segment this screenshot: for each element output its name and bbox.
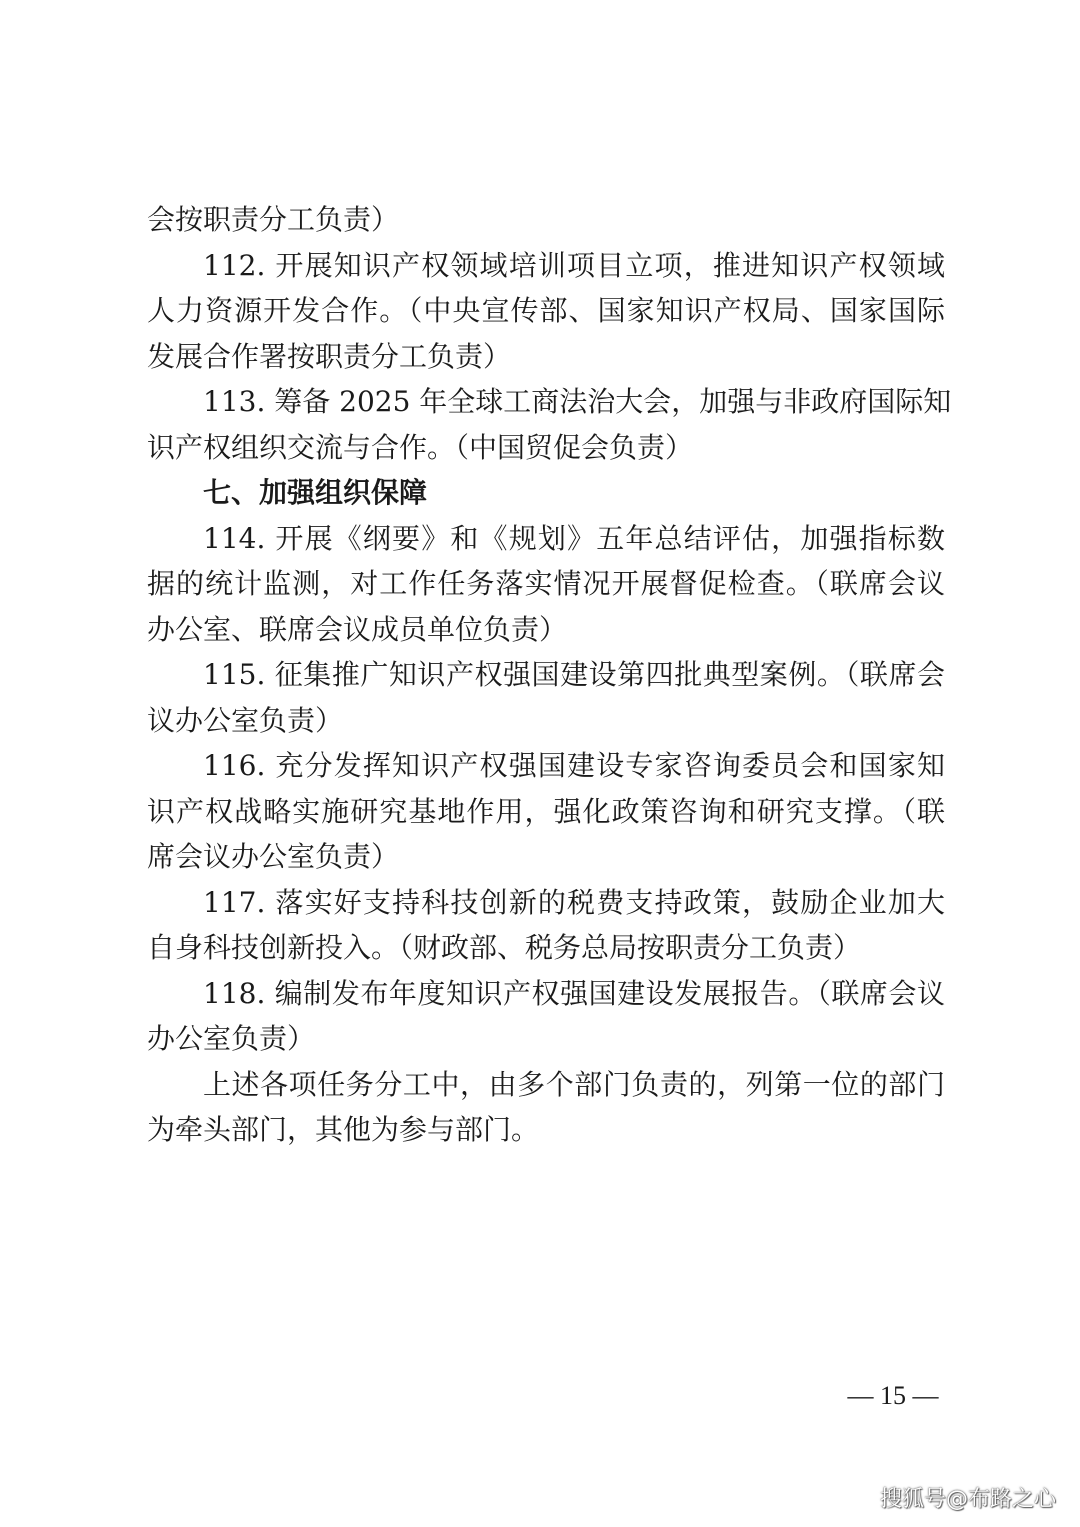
item-116-line-3: 席会议办公室负责） [147, 840, 400, 873]
closing-line-1: 上述各项任务分工中，由多个部门负责的，列第一位的部门 [203, 1068, 945, 1101]
item-115-line-1: 115. 征集推广知识产权强国建设第四批典型案例。（联席会 [203, 658, 945, 691]
item-117-line-2: 自身科技创新投入。（财政部、税务总局按职责分工负责） [147, 931, 862, 964]
closing-line-2: 为牵头部门，其他为参与部门。 [147, 1113, 540, 1146]
item-114-line-1: 114. 开展《纲要》和《规划》五年总结评估，加强指标数 [203, 522, 945, 555]
item-118-line-1: 118. 编制发布年度知识产权强国建设发展报告。（联席会议 [203, 977, 945, 1010]
item-113-line-1: 113. 筹备 2025 年全球工商法治大会，加强与非政府国际知 [203, 385, 952, 418]
item-114-line-2: 据的统计监测，对工作任务落实情况开展督促检查。（联席会议 [147, 567, 945, 600]
item-113-line-2: 识产权组织交流与合作。（中国贸促会负责） [147, 431, 694, 464]
item-112-line-1: 112. 开展知识产权领域培训项目立项，推进知识产权领域 [203, 249, 945, 282]
item-115-line-2: 议办公室负责） [147, 704, 344, 737]
watermark: 搜狐号@布路之心 [880, 1487, 1057, 1512]
item-114-line-3: 办公室、联席会议成员单位负责） [147, 613, 568, 646]
item-112-line-3: 发展合作署按职责分工负责） [147, 340, 512, 373]
item-118-line-2: 办公室负责） [147, 1022, 316, 1055]
page-number: — 15 — [847, 1381, 939, 1410]
section-heading: 七、加强组织保障 [203, 476, 428, 509]
item-116-line-2: 识产权战略实施研究基地作用，强化政策咨询和研究支撑。（联 [147, 795, 945, 828]
item-117-line-1: 117. 落实好支持科技创新的税费支持政策，鼓励企业加大 [203, 886, 945, 919]
item-112-line-2: 人力资源开发合作。（中央宣传部、国家知识产权局、国家国际 [147, 294, 945, 327]
item-116-line-1: 116. 充分发挥知识产权强国建设专家咨询委员会和国家知 [203, 749, 945, 782]
text-line: 会按职责分工负责） [147, 203, 400, 236]
